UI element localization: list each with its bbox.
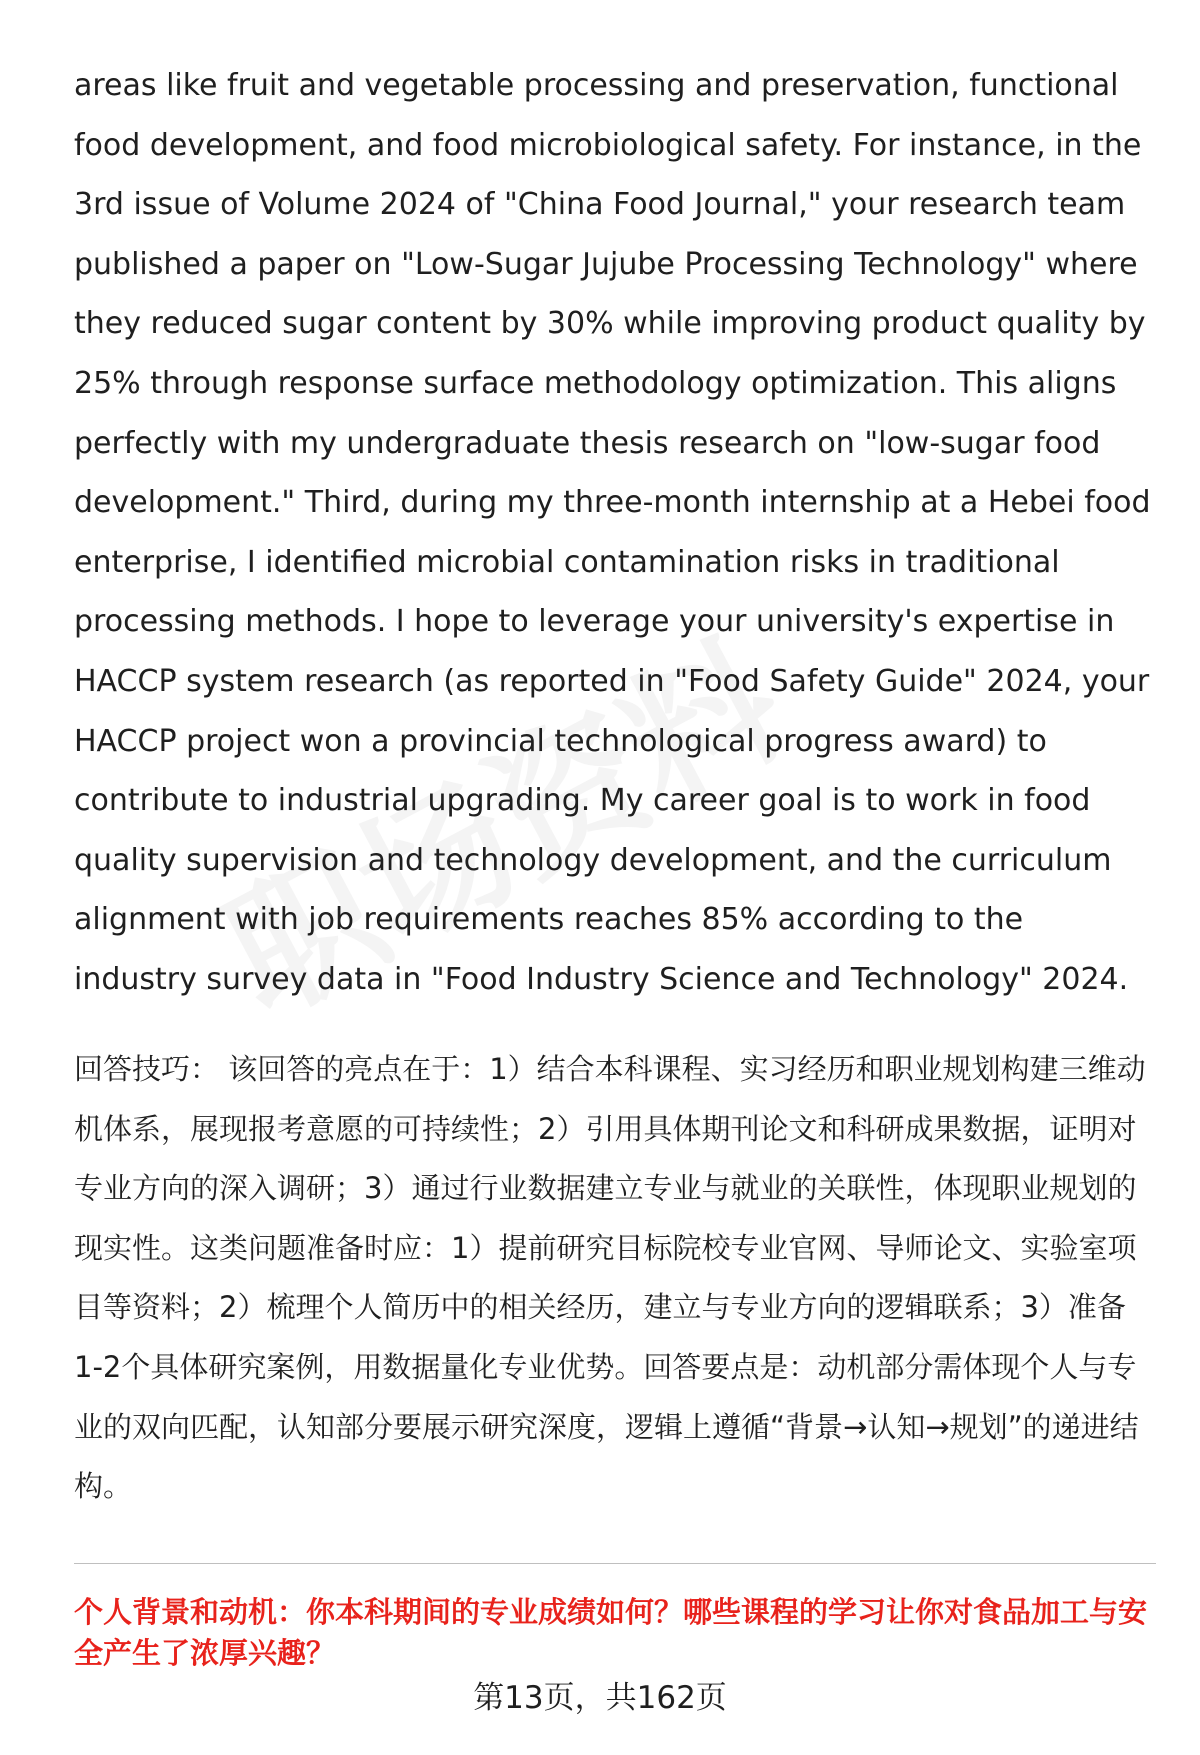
section-divider: [74, 1563, 1156, 1564]
next-question-heading: 个人背景和动机：你本科期间的专业成绩如何？哪些课程的学习让你对食品加工与安全产生了浓厚兴趣？: [74, 1595, 1148, 1670]
page-number: 第13页，共162页: [473, 1680, 727, 1716]
answer-tips-paragraph: 回答技巧： 该回答的亮点在于：1）结合本科课程、实习经历和职业规划构建三维动机体系，展现报考意愿的可持续性；2）引用具体期刊论文和科研成果数据，证明对专业方向的深入调研；3）通过行业数据建立专业与就业的关联性，体现职业规划的现实性。这类问题准备时应：1）提前研究目标院校专业官网、导师论文、实验室项目等资料；2）梳理个人简历中的相关经历，建立与专业方向的逻辑联系；3）准备1-2个具体研究案例，用数据量化专业优势。回答要点是：动机部分需体现个人与专业的双向匹配，认知部分要展示研究深度，逻辑上遵循“背景→认知→规划”的递进结构。: [74, 1052, 1146, 1504]
answer-paragraph: areas like fruit and vegetable processing and preservation, functional food development, and food microbiological safety. For instance, in the 3rd issue of Volume 2024 of "China Food Journal," your research team published a paper on "Low-Sugar Jujube Processing Technology" where they reduced sugar content by 30% while improving product quality by 25% through response surface methodology optimization. This aligns perfectly with my undergraduate thesis research on "low-sugar food development." Third, during my three-month internship at a Hebei food enterprise, I identified microbial contamination risks in traditional processing methods. I hope to leverage your university's expertise in HACCP system research (as reported in "Food Safety Guide" 2024, your HACCP project won a provincial technological progress award) to contribute to industrial upgrading. My career goal is to work in food quality supervision and technology development, and the curriculum alignment with job requirements reaches 85% according to the industry survey data in "Food Industry Science and Technology" 2024.: [74, 68, 1151, 997]
